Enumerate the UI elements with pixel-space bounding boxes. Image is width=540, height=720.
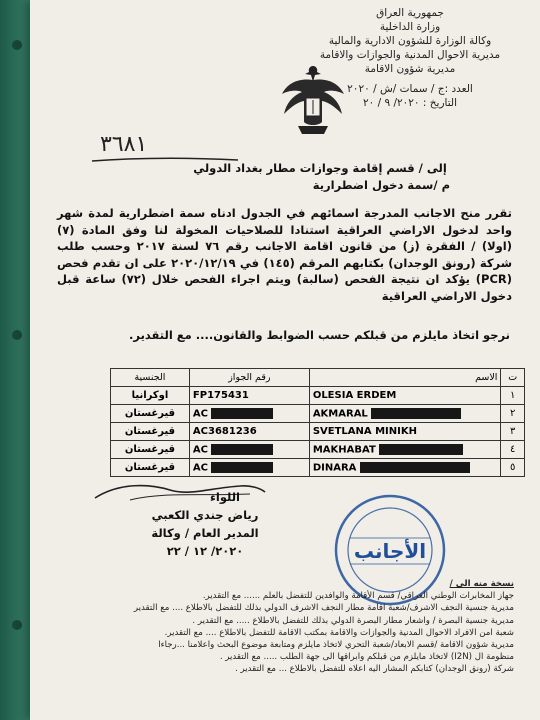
row-name bbox=[309, 441, 501, 459]
row-nationality: اوكرانيا bbox=[111, 387, 190, 405]
row-index: ٢ bbox=[501, 405, 525, 423]
row-passport bbox=[189, 459, 309, 477]
redaction-mask bbox=[371, 408, 461, 419]
closing-line: نرجو اتخاذ مايلزم من قبلكم حسب الضوابط والقانون.... مع التقدير. bbox=[129, 328, 510, 342]
row-passport: AC3681236 bbox=[189, 423, 309, 441]
copy-line: جهاز المخابرات الوطني العراقي/ قسم الأقامة والوافدين للتفضل بالعلم ...... مع التقدير. bbox=[202, 591, 514, 602]
row-passport bbox=[189, 441, 309, 459]
addressee-to: إلى / قسم إقامة وجوازات مطار بغداد الدولي bbox=[193, 161, 447, 175]
row-name: OLESIA ERDEM bbox=[309, 387, 501, 405]
table-row bbox=[111, 423, 525, 441]
redaction-mask bbox=[360, 462, 470, 473]
row-name: SVETLANA MINIKH bbox=[309, 423, 501, 441]
header-line: وزارة الداخلية bbox=[379, 21, 441, 33]
row-passport-text: AC bbox=[192, 462, 208, 474]
table-header-row bbox=[111, 369, 525, 387]
row-passport-text: AC bbox=[192, 444, 208, 456]
iraq-eagle-emblem-icon bbox=[278, 60, 348, 140]
handwritten-number: ٣٦٨١ bbox=[100, 132, 148, 157]
col-name-header: الاسم bbox=[309, 369, 501, 387]
header-line: مديرية الاحوال المدنية والجوازات والاقامة bbox=[319, 49, 501, 61]
copy-line: مديرية شؤون الاقامة /قسم الابعاد/شعبة التحري لاتخاذ مايلزم ومتابعة موضوع البحث واعلامنا ...رجاءا bbox=[158, 640, 514, 651]
copy-line: مديرية جنسية النجف الاشرف/شعبة اقامة مطار النجف الاشرف الدولي بذلك للتفضل بالاطلاع .... مع التقدير bbox=[133, 603, 514, 614]
copy-line: شعبة امن الافراد الاحوال المدنية والجوازات والاقامة بمكتب الاقامة للتفضل بالاطلاع .... مع التقدير. bbox=[164, 627, 514, 638]
row-nationality: قيرغستان bbox=[111, 405, 190, 423]
row-nationality: قيرغستان bbox=[111, 423, 190, 441]
stamp-text: الأجانب bbox=[353, 539, 427, 563]
subject-line: م /سمة دخول اضطرارية bbox=[312, 178, 450, 192]
redaction-mask bbox=[379, 444, 463, 455]
folder-hole bbox=[12, 620, 22, 630]
redaction-mask bbox=[211, 408, 273, 419]
table-row bbox=[111, 387, 525, 405]
copy-line: منظومة ال (I2N) لاتخاذ مايلزم من قبلكم وابراقها الى جهة الطلب ..... مع التقدير . bbox=[219, 652, 514, 663]
row-index: ٣ bbox=[501, 423, 525, 441]
header-line: وكالة الوزارة للشؤون الادارية والمالية bbox=[328, 35, 492, 47]
signatory-rank: اللواء bbox=[210, 490, 240, 504]
signatory-title: المدير العام / وكالة bbox=[151, 526, 259, 540]
row-name-text: DINARA bbox=[312, 462, 357, 474]
row-passport: FP175431 bbox=[189, 387, 309, 405]
row-passport-text: AC bbox=[192, 408, 208, 420]
row-passport bbox=[189, 405, 309, 423]
folder-hole bbox=[12, 330, 22, 340]
document-date: التاريخ : ٢٠٢٠/ ٩ / ٢٠ bbox=[362, 97, 458, 109]
row-name-text: MAKHABAT bbox=[312, 444, 376, 456]
signature-block bbox=[115, 488, 295, 560]
letter-body: تقرر منح الاجانب المدرجة اسمائهم في الجدول ادناه سمة اضطرارية لمدة شهر واحد لدخول الاراضي العراقية استنادا للصلاحيات المخولة لنا وفق المادة (٧) (اولا) / الفقرة (ز) من قانون اقامة الاجانب رقم ٧٦ لسنة ٢٠١٧ وحسب طلب شركة (رونق الوجدان) بكتابهم المرقم (١٤٥) في ٢٠٢٠/١٢/١٩ على ان تقدم فحص (PCR) يؤكد ان نتيجة الفحص (سالبة) ويتم اجراء الفحص خلال (٧٢) ساعة قبل دخول الاراضي العراقية bbox=[57, 206, 513, 303]
row-index: ٤ bbox=[501, 441, 525, 459]
col-index-header: ت bbox=[501, 369, 525, 387]
redaction-mask bbox=[211, 444, 273, 455]
col-nationality-header: الجنسية bbox=[111, 369, 190, 387]
header-line: مديرية شؤون الاقامة bbox=[364, 63, 456, 75]
document-number: العدد :ج / سمات /ش / ٢٠٢٠ bbox=[347, 83, 473, 95]
table-row bbox=[111, 459, 525, 477]
row-index: ١ bbox=[501, 387, 525, 405]
document-page bbox=[30, 0, 540, 720]
visa-table bbox=[110, 368, 525, 477]
row-nationality: قيرغستان bbox=[111, 441, 190, 459]
header-line: جمهورية العراق bbox=[376, 7, 444, 19]
copies-section bbox=[44, 578, 514, 676]
row-nationality: قيرغستان bbox=[111, 459, 190, 477]
redaction-mask bbox=[211, 462, 273, 473]
signatory-name: رياض جندي الكعبي bbox=[151, 508, 259, 522]
row-index: ٥ bbox=[501, 459, 525, 477]
row-name bbox=[309, 405, 501, 423]
addressee-block bbox=[130, 160, 510, 194]
col-passport-header: رقم الجواز bbox=[189, 369, 309, 387]
table-row bbox=[111, 405, 525, 423]
row-name-text: AKMARAL bbox=[312, 408, 368, 420]
folder-hole bbox=[12, 40, 22, 50]
table-row bbox=[111, 441, 525, 459]
copy-line: شركة (رونق الوجدان) كتابكم المشار اليه اعلاه للتفضل بالاطلاع ... مع التقدير . bbox=[235, 664, 514, 675]
row-name bbox=[309, 459, 501, 477]
copy-line: مديرية جنسية البصرة / واشعار مطار البصرة الدولي بذلك للتفضل بالاطلاع ..... مع التقدير . bbox=[192, 615, 514, 626]
signature-date: ٢٠٢٠/ ١٢ / ٢٢ bbox=[166, 544, 244, 558]
copies-heading: نسخة منه الى / bbox=[449, 579, 514, 589]
